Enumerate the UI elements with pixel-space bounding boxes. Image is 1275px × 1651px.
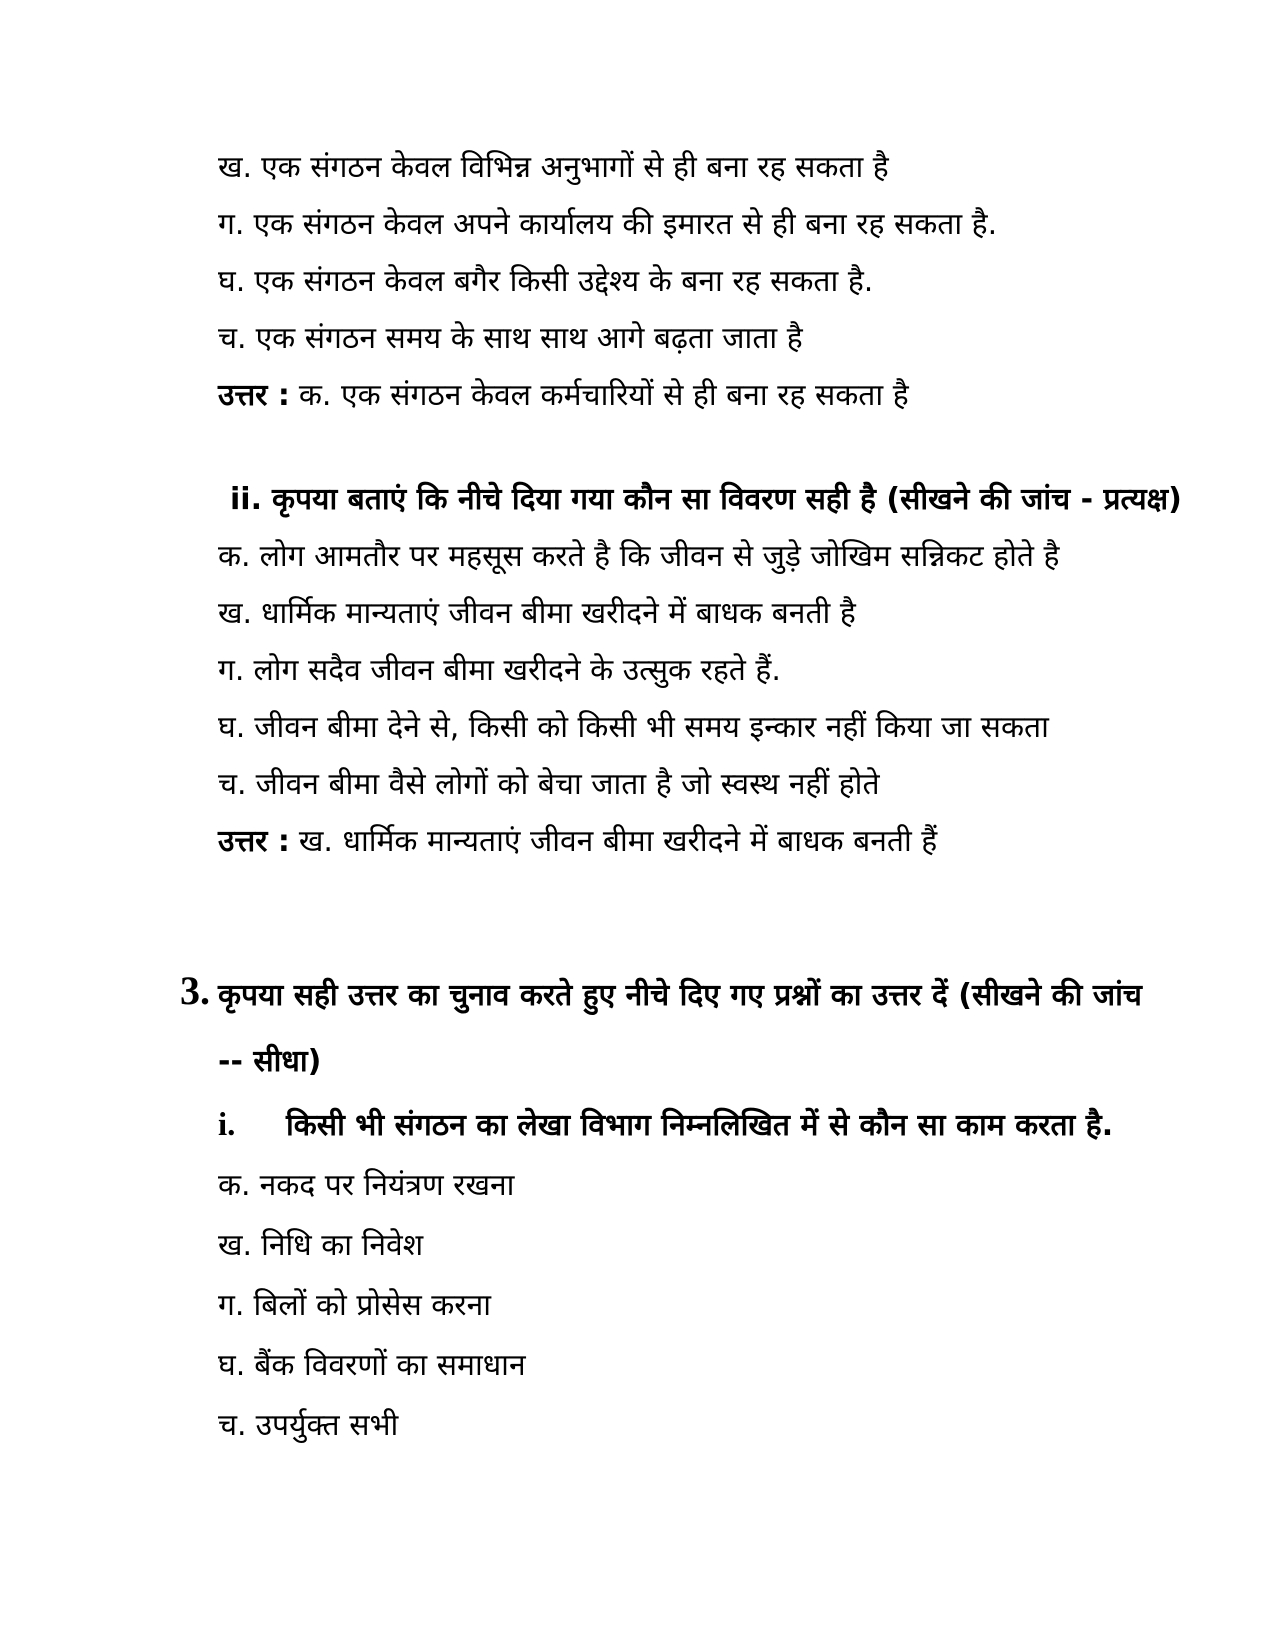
option-line bbox=[218, 585, 1215, 642]
answer-text: क. एक संगठन केवल कर्मचारियों से ही बना रह सकता है bbox=[298, 378, 909, 413]
option-line bbox=[218, 642, 1215, 699]
option-label: च. bbox=[218, 767, 247, 802]
option-text: एक संगठन केवल विभिन्न अनुभागों से ही बना रह सकता है bbox=[261, 150, 889, 185]
option-text: बैंक विवरणों का समाधान bbox=[254, 1348, 526, 1383]
question-ii-prompt: कृपया बताएं कि नीचे दिया गया कौन सा विवरण सही है (सीखने की जांच - प्रत्यक्ष) bbox=[271, 482, 1182, 517]
question-ii bbox=[218, 471, 1215, 870]
answer-text: ख. धार्मिक मान्यताएं जीवन बीमा खरीदने में बाधक बनती हैं bbox=[298, 824, 938, 859]
option-label: घ. bbox=[218, 1348, 246, 1383]
option-text: जीवन बीमा देने से, किसी को किसी भी समय इन्कार नहीं किया जा सकता bbox=[254, 710, 1049, 745]
question-3-options bbox=[218, 1156, 1215, 1456]
option-text: निधि का निवेश bbox=[261, 1228, 424, 1263]
option-line bbox=[218, 699, 1215, 756]
option-text: नकद पर नियंत्रण रखना bbox=[259, 1168, 515, 1203]
option-line bbox=[218, 1276, 1215, 1336]
option-line bbox=[218, 1396, 1215, 1456]
previous-question-options bbox=[218, 139, 1215, 424]
option-line bbox=[218, 196, 1215, 253]
answer-line bbox=[218, 813, 1215, 870]
option-text: लोग आमतौर पर महसूस करते है कि जीवन से जुड़े जोखिम सन्निकट होते है bbox=[259, 539, 1060, 574]
question-ii-heading bbox=[218, 471, 1215, 528]
answer-line bbox=[218, 367, 1215, 424]
option-label: च. bbox=[218, 1408, 247, 1443]
option-label: क. bbox=[218, 539, 251, 574]
option-line bbox=[218, 1156, 1215, 1216]
option-text: एक संगठन समय के साथ साथ आगे बढ़ता जाता है bbox=[255, 321, 803, 356]
document-content bbox=[180, 139, 1215, 1456]
option-label: ग. bbox=[218, 1288, 245, 1323]
answer-prefix: उत्तर : bbox=[218, 824, 290, 859]
option-text: एक संगठन केवल अपने कार्यालय की इमारत से ही बना रह सकता है. bbox=[253, 207, 998, 242]
option-label: घ. bbox=[218, 710, 246, 745]
answer-prefix: उत्तर : bbox=[218, 378, 290, 413]
option-label: ख. bbox=[218, 596, 253, 631]
option-label: क. bbox=[218, 1168, 251, 1203]
option-label: च. bbox=[218, 321, 247, 356]
option-line bbox=[218, 756, 1215, 813]
sub-question-i-prompt: किसी भी संगठन का लेखा विभाग निम्नलिखित में से कौन सा काम करता है. bbox=[286, 1108, 1114, 1143]
option-line bbox=[218, 1336, 1215, 1396]
question-3 bbox=[180, 963, 1215, 1456]
option-label: ख. bbox=[218, 150, 253, 185]
option-line bbox=[218, 253, 1215, 310]
option-label: ग. bbox=[218, 207, 245, 242]
option-text: बिलों को प्रोसेस करना bbox=[253, 1288, 491, 1323]
question-3-number: 3. bbox=[180, 968, 210, 1013]
option-line bbox=[218, 139, 1215, 196]
option-line bbox=[218, 310, 1215, 367]
option-label: ख. bbox=[218, 1228, 253, 1263]
question-3-prompt-line-2: -- सीधा) bbox=[218, 1044, 322, 1079]
option-line bbox=[218, 528, 1215, 585]
option-label: घ. bbox=[218, 264, 246, 299]
option-text: एक संगठन केवल बगैर किसी उद्देश्य के बना रह सकता है. bbox=[254, 264, 874, 299]
sub-question-i-heading bbox=[218, 1095, 1215, 1156]
option-text: उपर्युक्त सभी bbox=[255, 1408, 399, 1443]
question-3-heading bbox=[218, 963, 1215, 1095]
option-text: जीवन बीमा वैसे लोगों को बेचा जाता है जो स्वस्थ नहीं होते bbox=[255, 767, 880, 802]
option-line bbox=[218, 1216, 1215, 1276]
question-ii-number: ii. bbox=[230, 482, 262, 517]
question-3-prompt-line-1: कृपया सही उत्तर का चुनाव करते हुए नीचे दिए गए प्रश्नों का उत्तर दें (सीखने की जांच bbox=[218, 978, 1142, 1013]
option-text: लोग सदैव जीवन बीमा खरीदने के उत्सुक रहते हैं. bbox=[253, 653, 781, 688]
option-label: ग. bbox=[218, 653, 245, 688]
option-text: धार्मिक मान्यताएं जीवन बीमा खरीदने में बाधक बनती है bbox=[261, 596, 856, 631]
sub-question-i-number: i. bbox=[218, 1107, 236, 1143]
sub-question-i bbox=[218, 1095, 1215, 1156]
